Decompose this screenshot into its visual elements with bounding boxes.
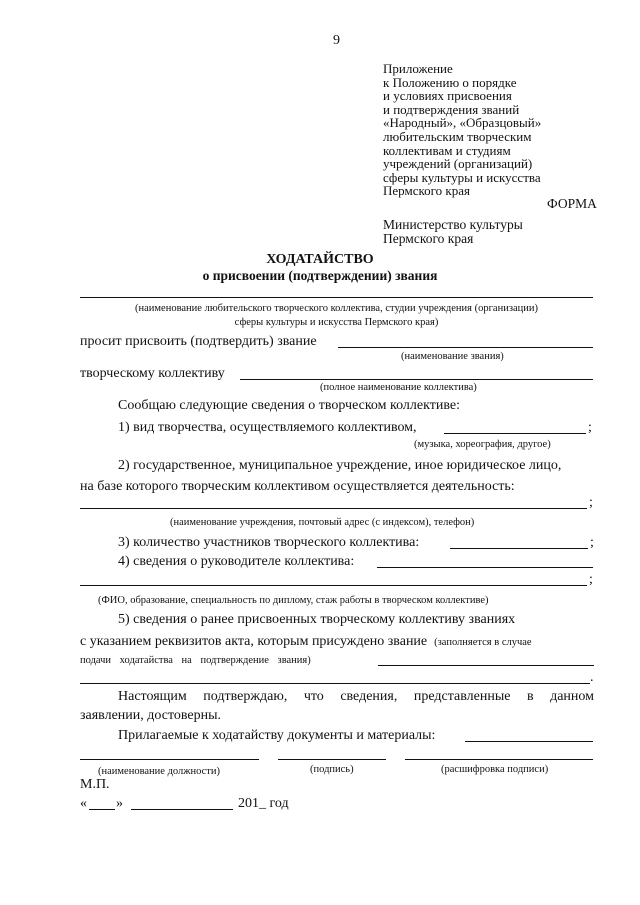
attached-field-line[interactable]	[465, 741, 593, 742]
item4-field-line-2[interactable]	[80, 585, 587, 586]
to-collective-text: творческому коллективу	[80, 366, 225, 381]
item5-end: .	[590, 670, 594, 685]
hint-item4: (ФИО, образование, специальность по диплому, стаж работы в творческом коллективе)	[98, 595, 489, 606]
appendix-line: любительским творческим	[383, 128, 532, 144]
item5-text-c: подачи ходатайства на подтверждение звания)	[80, 655, 311, 666]
item3-field-line[interactable]	[450, 548, 588, 549]
document-subtitle: о присвоении (подтверждении) звания	[202, 268, 438, 283]
appendix-line: Приложение	[383, 61, 453, 76]
addressee-line-1: Министерство культуры	[383, 217, 523, 232]
appendix-line: Пермского края	[383, 183, 470, 199]
appendix-block	[383, 62, 541, 198]
hint-item2: (наименование учреждения, почтовый адрес (с индексом), телефон)	[170, 517, 475, 528]
item5-text-b-main: с указанием реквизитов акта, которым присуждено звание	[80, 634, 428, 649]
position-field-line[interactable]	[80, 759, 259, 760]
appendix-line: «Народный», «Образцовый»	[383, 115, 542, 131]
item2-text-a: 2) государственное, муниципальное учреждение, иное юридическое лицо,	[118, 458, 562, 473]
item2-field-line[interactable]	[80, 508, 587, 509]
date-month-line[interactable]	[131, 809, 233, 810]
appendix-line: и условиях присвоения	[383, 88, 512, 104]
hint-full-name: (полное наименование коллектива)	[320, 382, 477, 393]
decode-field-line[interactable]	[405, 759, 593, 760]
full-name-field-line[interactable]	[240, 379, 593, 380]
hint-collective-1: (наименование любительского творческого коллектива, студии учреждения (организации)	[135, 303, 538, 314]
item1-field-line[interactable]	[444, 433, 586, 434]
request-text: просит присвоить (подтвердить) звание	[80, 334, 317, 349]
page-number: 9	[333, 33, 340, 48]
hint-collective-2: сферы культуры и искусства Пермского края)	[234, 317, 439, 328]
hint-item1: (музыка, хореография, другое)	[414, 439, 551, 450]
stamp-label: М.П.	[80, 777, 110, 792]
date-close-quote: »	[116, 796, 123, 811]
appendix-line: сферы культуры и искусства	[383, 169, 541, 185]
item5-text-b	[80, 632, 532, 650]
sig-position-label: (наименование должности)	[98, 766, 221, 777]
confirm-text-a: Настоящим подтверждаю, что сведения, представленные в данном	[118, 689, 594, 704]
appendix-line: коллективам и студиям	[383, 142, 511, 158]
date-year: 201_ год	[238, 796, 289, 811]
item5-text-a: 5) сведения о ранее присвоенных творческому коллективу званиях	[118, 612, 516, 627]
item4-text: 4) сведения о руководителе коллектива:	[118, 554, 355, 569]
item3-end: ;	[590, 535, 594, 550]
item4-field-line-1[interactable]	[377, 567, 593, 568]
item2-text-b: на базе которого творческим коллективом осуществляется деятельность:	[80, 479, 515, 494]
sig-signature-label: (подпись)	[310, 764, 354, 775]
item3-text: 3) количество участников творческого коллектива:	[118, 535, 420, 550]
item1-end: ;	[588, 420, 592, 435]
item2-end: ;	[589, 495, 593, 510]
item5-text-b-small: (заполняется в случае	[434, 637, 532, 648]
addressee-line-2: Пермского края	[383, 231, 474, 246]
attached-text: Прилагаемые к ходатайству документы и материалы:	[118, 728, 436, 743]
item4-end: ;	[589, 572, 593, 587]
title-field-line[interactable]	[338, 347, 593, 348]
hint-title: (наименование звания)	[401, 351, 504, 362]
collective-name-line[interactable]	[80, 297, 593, 298]
date-day-line[interactable]	[89, 809, 115, 810]
appendix-line: к Положению о порядке	[383, 74, 517, 90]
intro-text: Сообщаю следующие сведения о творческом коллективе:	[118, 398, 460, 413]
sig-decode-label: (расшифровка подписи)	[441, 764, 549, 775]
appendix-line: и подтверждения званий	[383, 101, 520, 117]
appendix-line: учреждений (организаций)	[383, 156, 533, 172]
signature-field-line[interactable]	[278, 759, 386, 760]
form-label: ФОРМА	[547, 196, 597, 211]
item5-field-line-1[interactable]	[378, 665, 594, 666]
document-title: ХОДАТАЙСТВО	[266, 252, 374, 267]
confirm-text-b: заявлении, достоверны.	[80, 708, 222, 723]
item5-field-line-2[interactable]	[80, 683, 590, 684]
date-open-quote: «	[80, 796, 87, 811]
item1-text: 1) вид творчества, осуществляемого коллективом,	[118, 420, 417, 435]
